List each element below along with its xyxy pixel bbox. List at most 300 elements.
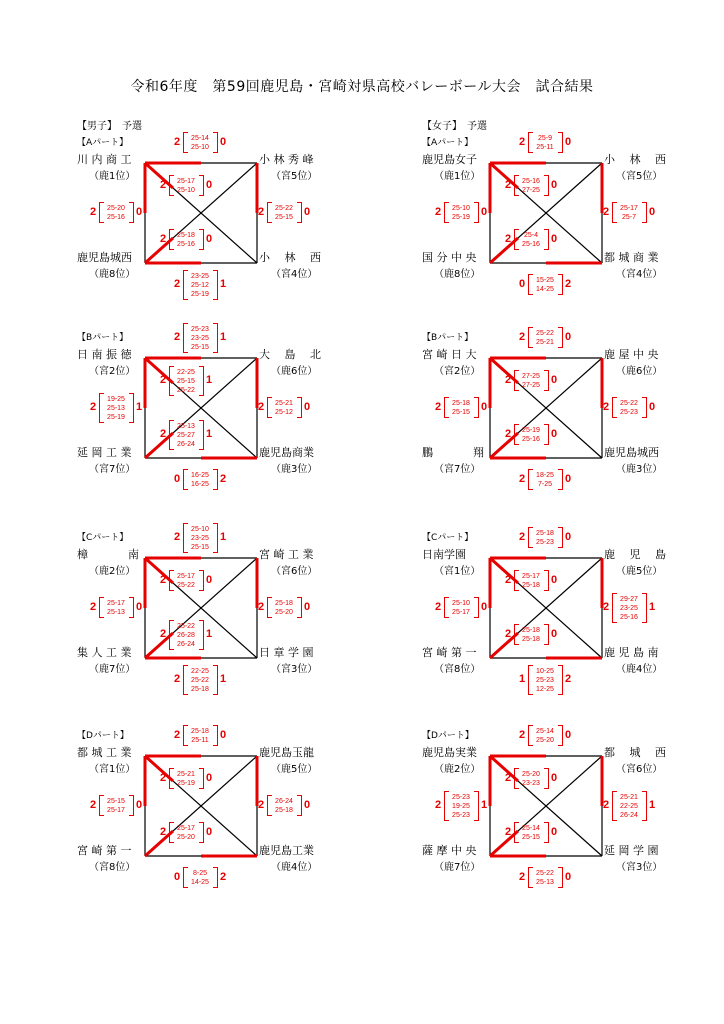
score-top-set-score: 25-10 [191,525,209,533]
team-top-right: 都 城 西 [604,746,666,759]
score-left-bracket-right [474,791,479,821]
score-diag-1-scores [173,572,199,590]
rank-bottom-left: （鹿8位） [89,269,136,280]
score-diag-1-set-score: 25-22 [177,386,195,394]
part-label: 【Bパート】 [422,333,474,343]
score-top-right-sets: 0 [565,136,572,148]
score-top-set-score: 25-23 [191,325,209,333]
score-top-set-score: 25-14 [191,135,209,142]
team-bottom-left: 集 人 工 業 [77,646,132,659]
score-left-bracket-right [474,202,479,223]
team-top-left: 都 城 工 業 [77,746,132,759]
rank-top-left: （宮1位） [89,764,136,775]
score-right-set-score: 23-25 [620,604,638,612]
score-diag-1-scores [173,177,199,195]
score-top [174,523,228,554]
score-bottom-scores [532,471,558,489]
score-diag-2-bracket-right [199,620,204,650]
score-bottom-scores [532,869,558,887]
score-right-bracket-right [642,202,647,223]
team-bottom-right: 鹿児島商業 [259,446,314,459]
score-top [174,725,228,747]
score-top-left-sets: 2 [519,531,526,543]
score-left-left-sets: 2 [90,799,97,811]
score-left-scores [448,204,474,222]
score-diag-1-scores [173,368,199,395]
rank-top-left: （宮1位） [434,566,481,577]
score-right [258,597,312,619]
score-bottom-set-score: 18-25 [536,472,554,479]
score-diag-2-bracket-right [199,420,204,450]
score-left-set-score: 19-25 [107,395,125,403]
score-diag-1-set-score: 25-18 [522,582,540,589]
score-diag-1-bracket-right [199,175,204,196]
rank-top-left: （宮2位） [89,366,136,377]
score-top [174,323,228,354]
score-bottom-left-sets: 2 [174,673,181,685]
score-top-set-score: 25-15 [191,343,209,351]
score-diag-2 [505,229,559,251]
team-top-right: 鹿 屋 中 央 [604,348,659,361]
score-left-right-sets: 0 [481,601,488,613]
score-right [603,593,657,624]
score-diag-2-left-sets: 2 [505,826,512,838]
score-right-scores [271,599,297,617]
score-right [258,795,312,817]
score-bottom-bracket-right [558,274,563,295]
score-bottom-scores [187,272,213,299]
score-bottom-scores [532,276,558,294]
score-left-set-score: 25-23 [452,811,470,819]
score-bottom-bracket-right [558,469,563,490]
score-top-left-sets: 2 [519,729,526,741]
team-bottom-right: 鹿児島工業 [259,844,314,857]
score-diag-1-set-score: 22-25 [177,368,195,376]
score-bottom-scores [187,471,213,489]
team-bottom-right: 鹿 児 島 南 [604,646,659,659]
score-bottom-set-score: 25-12 [191,281,209,289]
rank-bottom-left: （宮8位） [89,862,136,873]
rank-top-right: （鹿6位） [616,366,663,377]
score-left-bracket-right [129,393,134,423]
rank-bottom-left: （宮7位） [89,464,136,475]
score-bottom-right-sets: 1 [220,278,227,290]
score-diag-1-set-score: 27-25 [522,382,540,389]
score-top-right-sets: 0 [220,136,227,148]
score-bottom-bracket-right [213,665,218,695]
team-top-left: 日 南 振 徳 [77,348,132,361]
score-diag-2-set-score: 25-16 [177,241,195,248]
team-top-right: 宮 崎 工 業 [259,548,314,561]
score-diag-1-left-sets: 2 [160,574,167,586]
score-left-scores [448,793,474,820]
score-left [90,795,144,817]
rank-top-left: （宮2位） [434,366,481,377]
score-bottom [174,270,228,301]
score-top-right-sets: 1 [220,531,227,543]
score-left-set-score: 25-19 [452,214,470,221]
part-label: 【Aパート】 [77,138,129,148]
score-diag-2-bracket-right [544,822,549,843]
score-diag-2-set-score: 25-13 [177,422,195,430]
score-diag-1-bracket-right [199,570,204,591]
score-bottom-left-sets: 2 [519,871,526,883]
score-diag-2-left-sets: 2 [505,628,512,640]
score-top [519,725,573,747]
score-diag-2-set-score: 25-18 [522,627,540,634]
score-top-bracket-right [213,132,218,153]
score-right-right-sets: 0 [304,401,311,413]
part-label: 【Cパート】 [422,533,474,543]
part-label: 【Dパート】 [77,731,129,741]
score-top-bracket-right [558,132,563,153]
score-right-left-sets: 2 [603,601,610,613]
score-diag-2-bracket-right [544,624,549,645]
score-top-right-sets: 0 [565,331,572,343]
team-bottom-right: 小 林 西 [259,251,321,264]
score-bottom-left-sets: 0 [519,278,526,290]
score-right-left-sets: 2 [603,401,610,413]
score-bottom-right-sets: 2 [220,473,227,485]
group-girls-b [422,330,712,515]
score-right-bracket-right [297,397,302,418]
score-diag-2-bracket-right [199,229,204,250]
score-left-bracket-right [474,597,479,618]
score-right-left-sets: 2 [258,799,265,811]
score-right-right-sets: 0 [304,601,311,613]
score-left-right-sets: 1 [481,799,488,811]
score-right-scores [616,204,642,222]
score-top-set-score: 25-11 [536,144,554,151]
score-left [435,791,489,822]
score-diag-1-scores [173,770,199,788]
rank-bottom-right: （宮3位） [616,862,663,873]
score-left-left-sets: 2 [435,206,442,218]
score-bottom-right-sets: 2 [220,871,227,883]
score-right-bracket-right [297,202,302,223]
score-diag-1-bracket-right [544,768,549,789]
score-diag-1-set-score: 25-17 [177,573,195,580]
score-bottom [519,274,573,296]
score-diag-2-right-sets: 0 [206,826,213,838]
score-right-set-score: 26-24 [275,798,293,805]
score-bottom-left-sets: 2 [519,473,526,485]
group-boys-c [77,525,367,715]
score-top-set-score: 23-25 [191,334,209,342]
score-diag-2-set-score: 25-27 [177,431,195,439]
score-diag-2-set-score: 25-16 [522,241,540,248]
score-diag-2-set-score: 25-18 [177,232,195,239]
score-diag-2-scores [173,422,199,449]
score-right-set-score: 25-23 [620,409,638,416]
score-diag-1-set-score: 25-16 [522,178,540,185]
score-left-bracket-right [129,795,134,816]
score-bottom-set-score: 25-13 [536,879,554,886]
rank-bottom-right: （鹿3位） [271,464,318,475]
score-diag-1-right-sets: 0 [551,179,558,191]
score-diag-2-set-score: 25-18 [522,636,540,643]
score-diag-1-set-score: 25-20 [522,771,540,778]
score-top-set-score: 25-10 [191,144,209,151]
score-diag-2-set-score: 25-14 [522,825,540,832]
score-right-left-sets: 2 [258,401,265,413]
score-left-left-sets: 2 [90,401,97,413]
score-top-set-score: 25-14 [536,728,554,735]
score-diag-2-left-sets: 2 [160,233,167,245]
score-bottom [519,867,573,889]
rank-top-left: （鹿2位） [434,764,481,775]
group-girls-c [422,530,712,715]
score-left [90,597,144,619]
score-top-set-score: 25-9 [537,135,552,142]
score-left-right-sets: 0 [136,206,143,218]
score-top-set-score: 25-15 [191,543,209,551]
score-left-right-sets: 1 [136,401,143,413]
score-left-set-score: 25-16 [107,214,125,221]
score-top-right-sets: 0 [565,729,572,741]
score-diag-1-set-score: 25-17 [177,178,195,185]
score-left-set-score: 25-17 [107,807,125,814]
score-diag-2-scores [518,231,544,249]
score-top-scores [532,727,558,745]
score-left-right-sets: 0 [136,799,143,811]
score-diag-1-set-score: 25-21 [177,771,195,778]
group-girls-d [422,728,712,913]
score-top-scores [532,329,558,347]
score-right-set-score: 25-18 [275,600,293,607]
score-right-scores [616,793,642,820]
score-top-left-sets: 2 [174,531,181,543]
score-diag-1-left-sets: 2 [505,772,512,784]
team-bottom-left: 薩 摩 中 央 [422,844,477,857]
score-top-scores [187,525,213,552]
score-bottom-set-score: 16-25 [191,481,209,488]
score-right [603,791,657,822]
score-left-set-score: 25-13 [107,404,125,412]
score-diag-2-bracket-right [544,229,549,250]
score-top-set-score: 25-22 [536,330,554,337]
score-top-scores [187,325,213,352]
score-diag-2 [160,822,214,844]
score-top-scores [187,727,213,745]
team-bottom-right: 鹿児島城西 [604,446,659,459]
score-top-set-score: 25-21 [536,339,554,346]
score-right-right-sets: 0 [649,206,656,218]
score-diag-2-left-sets: 2 [505,428,512,440]
rank-top-right: （宮6位） [616,764,663,775]
score-right [603,397,657,419]
score-left-set-score: 25-13 [107,609,125,616]
score-left-set-score: 25-17 [107,600,125,607]
score-bottom [519,469,573,491]
team-top-left: 樟 南 [77,548,139,561]
score-top-left-sets: 2 [519,331,526,343]
score-diag-2 [505,822,559,844]
score-diag-1-right-sets: 0 [206,772,213,784]
score-right-left-sets: 2 [258,206,265,218]
rank-bottom-right: （宮3位） [271,664,318,675]
score-bottom-bracket-right [213,867,218,888]
score-diag-1-bracket-right [199,366,204,396]
score-bottom-right-sets: 0 [565,871,572,883]
rank-bottom-right: （宮4位） [616,269,663,280]
score-diag-1-bracket-right [544,570,549,591]
team-top-right: 鹿 児 島 [604,548,666,561]
score-right-set-score: 26-24 [620,811,638,819]
score-diag-1-scores [518,372,544,390]
score-right-bracket-right [297,795,302,816]
score-diag-1-bracket-right [544,175,549,196]
score-bottom-set-score: 25-19 [191,290,209,298]
score-diag-2-set-score: 25-19 [522,427,540,434]
score-diag-2-bracket-right [199,822,204,843]
team-top-left: 宮 崎 日 大 [422,348,477,361]
rank-top-left: （鹿1位） [434,171,481,182]
score-top-set-score: 25-20 [536,737,554,744]
page-title: 令和6年度 第59回鹿児島・宮崎対県高校バレーボール大会 試合結果 [130,79,594,95]
score-left-left-sets: 2 [90,601,97,613]
score-diag-1-left-sets: 2 [505,374,512,386]
score-left-scores [103,599,129,617]
score-diag-2-scores [173,824,199,842]
team-top-left: 川 内 商 工 [77,153,132,166]
score-bottom-bracket-right [213,469,218,490]
part-label: 【Cパート】 [77,533,129,543]
score-left [435,202,489,224]
team-bottom-left: 国 分 中 央 [422,251,477,264]
score-right-bracket-right [642,791,647,821]
score-left-set-score: 25-17 [452,609,470,616]
rank-top-left: （鹿1位） [89,171,136,182]
score-left-set-score: 25-18 [452,400,470,407]
score-diag-2-scores [518,426,544,444]
score-right-set-score: 25-22 [275,205,293,212]
group-boys-a [77,135,367,320]
score-diag-2-left-sets: 2 [160,428,167,440]
score-bottom-right-sets: 2 [565,278,572,290]
score-left-left-sets: 2 [90,206,97,218]
score-diag-1-left-sets: 2 [505,574,512,586]
score-left-set-score: 25-19 [107,413,125,421]
group-boys-d [77,728,367,913]
score-diag-1-right-sets: 0 [206,179,213,191]
rank-bottom-right: （鹿4位） [616,664,663,675]
rank-bottom-left: （鹿7位） [89,664,136,675]
rank-bottom-left: （鹿8位） [434,269,481,280]
score-diag-2-set-score: 25-20 [177,834,195,841]
score-left-left-sets: 2 [435,799,442,811]
score-right-right-sets: 0 [304,799,311,811]
score-left-set-score: 25-10 [452,205,470,212]
score-diag-2-set-score: 26-28 [177,631,195,639]
part-label: 【Dパート】 [422,731,474,741]
score-bottom-scores [187,667,213,694]
score-diag-1-set-score: 25-19 [177,780,195,787]
score-diag-2-left-sets: 2 [160,826,167,838]
score-right-right-sets: 1 [649,601,656,613]
score-diag-2-scores [173,231,199,249]
team-top-left: 日南学園 [422,548,466,561]
score-top-scores [532,134,558,152]
score-right [258,397,312,419]
score-top-left-sets: 2 [174,331,181,343]
score-left-right-sets: 0 [481,401,488,413]
score-right-bracket-right [297,597,302,618]
score-bottom-set-score: 14-25 [536,286,554,293]
rank-bottom-right: （鹿3位） [616,464,663,475]
score-top-scores [187,134,213,152]
score-right-scores [271,204,297,222]
score-bottom-bracket-right [558,867,563,888]
score-bottom-scores [532,667,558,694]
rank-top-right: （鹿5位） [616,566,663,577]
score-diag-1-set-score: 23-23 [522,780,540,787]
score-diag-1 [505,175,559,197]
score-bottom-left-sets: 1 [519,673,526,685]
score-right-left-sets: 2 [258,601,265,613]
score-top-set-score: 25-18 [536,530,554,537]
score-diag-2 [160,620,214,651]
score-right-set-score: 25-16 [620,613,638,621]
score-right-right-sets: 0 [649,401,656,413]
score-left-bracket-right [474,397,479,418]
score-diag-1 [160,570,214,592]
score-diag-2-right-sets: 0 [551,428,558,440]
score-top-bracket-right [558,327,563,348]
team-bottom-left: 鹿児島城西 [77,251,132,264]
score-bottom [174,665,228,696]
score-diag-1-scores [518,770,544,788]
team-bottom-right: 都 城 商 業 [604,251,659,264]
team-bottom-left: 延 岡 工 業 [77,446,132,459]
score-diag-2-set-score: 26-24 [177,440,195,448]
score-right-scores [616,595,642,622]
score-left-left-sets: 2 [435,601,442,613]
score-diag-1-left-sets: 2 [160,179,167,191]
team-top-left: 鹿児島女子 [422,153,477,166]
score-left-scores [448,599,474,617]
score-left [435,597,489,619]
score-top-left-sets: 2 [174,136,181,148]
score-diag-1 [505,370,559,392]
rank-top-right: （宮5位） [616,171,663,182]
score-diag-1 [160,768,214,790]
score-diag-2 [160,229,214,251]
score-top-right-sets: 1 [220,331,227,343]
score-top-scores [532,529,558,547]
score-diag-1 [505,768,559,790]
score-top-left-sets: 2 [174,729,181,741]
score-diag-2 [160,420,214,451]
score-bottom-set-score: 14-25 [191,879,209,886]
score-right-set-score: 25-21 [275,400,293,407]
score-bottom-set-score: 25-18 [191,685,209,693]
score-right-set-score: 25-18 [275,807,293,814]
score-top-set-score: 23-25 [191,534,209,542]
score-bottom-set-score: 16-25 [191,472,209,479]
score-bottom-left-sets: 0 [174,473,181,485]
score-right-set-score: 25-21 [620,793,638,801]
score-bottom-left-sets: 2 [174,278,181,290]
score-bottom-right-sets: 1 [220,673,227,685]
score-diag-1-right-sets: 1 [206,374,213,386]
score-right [258,202,312,224]
score-diag-2-right-sets: 0 [551,628,558,640]
score-bottom-set-score: 15-25 [536,277,554,284]
score-right-scores [271,399,297,417]
team-bottom-right: 日 章 学 園 [259,646,314,659]
score-diag-1 [160,175,214,197]
